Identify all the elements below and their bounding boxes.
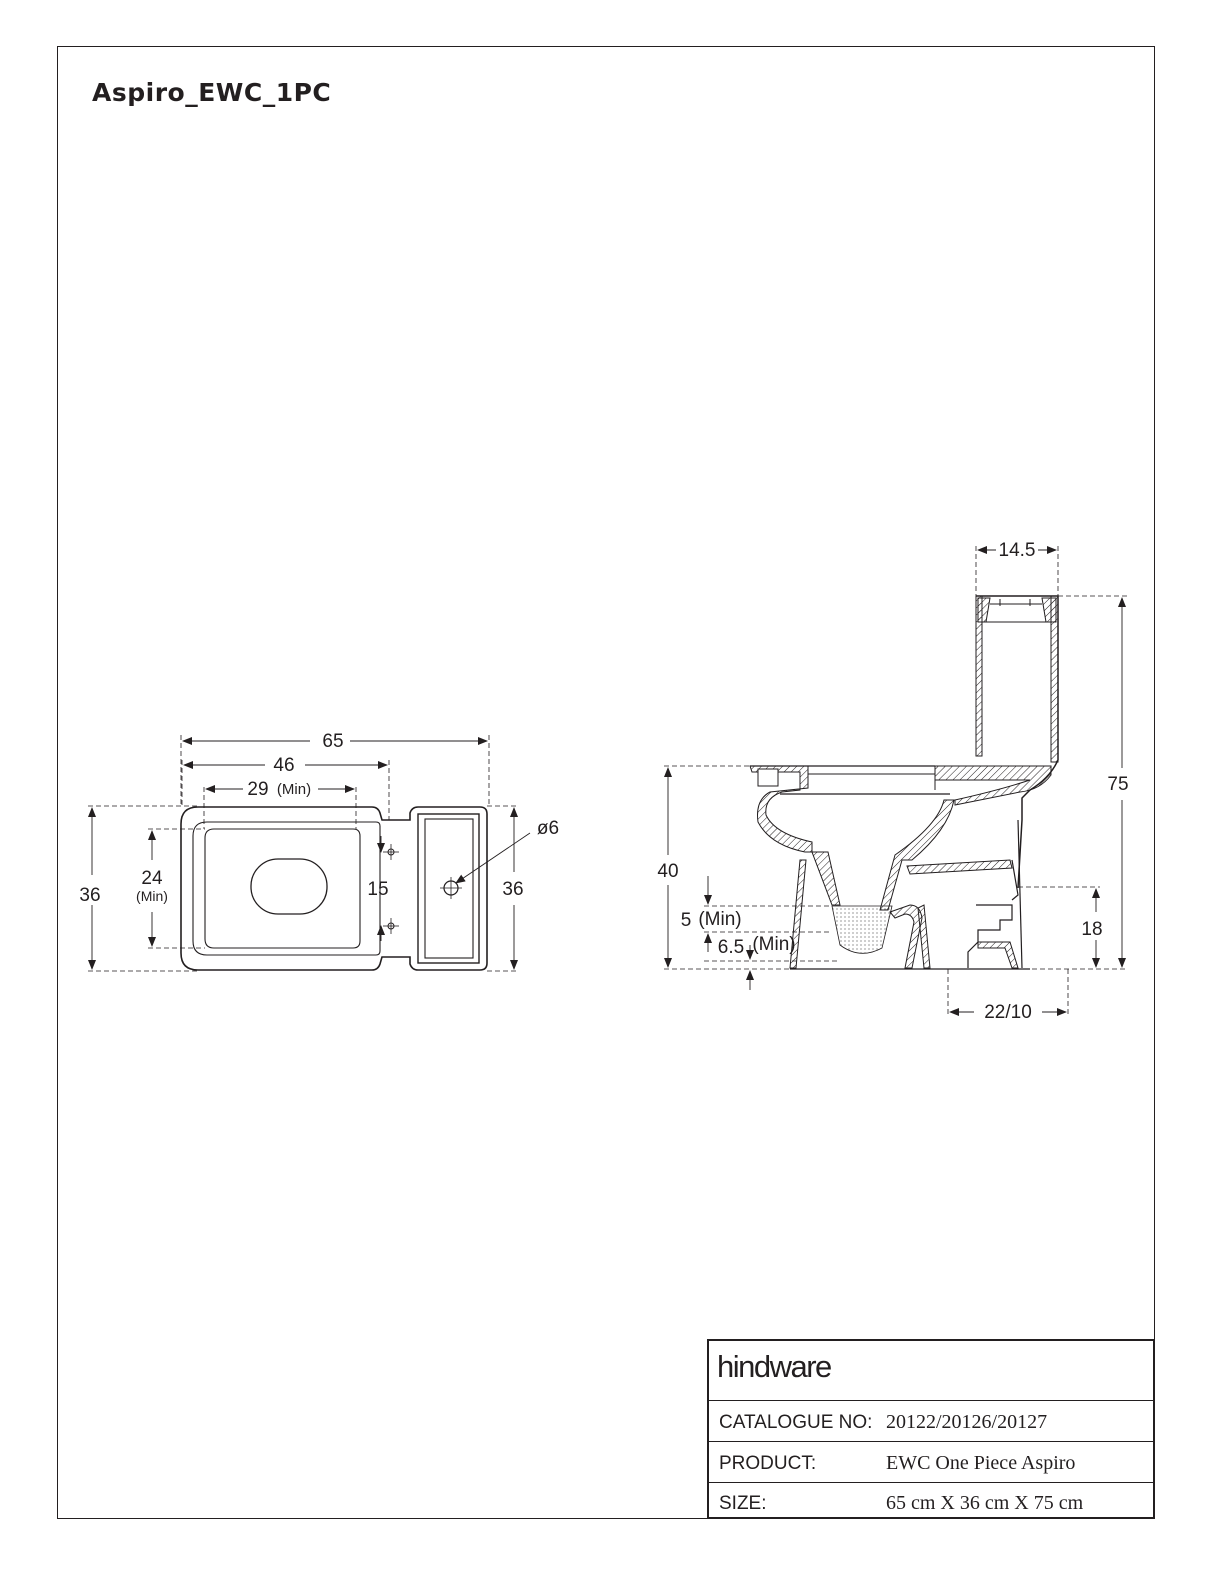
- dim-bowl-opening-note: (Min): [276, 781, 312, 798]
- dim-fixing-spacing: 15: [367, 879, 389, 900]
- size-value: 65 cm X 36 cm X 75 cm: [886, 1492, 1084, 1514]
- brand-logo: hindware: [717, 1349, 831, 1384]
- tank-top-outline: [418, 814, 479, 963]
- dim-seat-length: 46: [273, 755, 295, 776]
- dim-bowl-width-note: (Min): [136, 888, 168, 904]
- title-block: [707, 1339, 1155, 1519]
- top-view: [79, 731, 559, 971]
- dim-seat-height: 40: [657, 861, 679, 882]
- top-view-outline: [181, 807, 487, 970]
- dim-bowl-opening: 29: [247, 779, 269, 800]
- dim-overall-length: 65: [322, 731, 344, 752]
- dim-trap-depth: 6.5: [717, 937, 745, 958]
- side-view: [657, 540, 1128, 1023]
- product-label: PRODUCT:: [719, 1453, 817, 1474]
- title-block-row-size: [709, 1482, 1153, 1519]
- catalogue-value: 20122/20126/20127: [886, 1411, 1048, 1433]
- product-value: EWC One Piece Aspiro: [886, 1452, 1076, 1474]
- dim-outlet-distance: 22/10: [984, 1002, 1032, 1023]
- drawing-title: Aspiro_EWC_1PC: [92, 78, 332, 107]
- water-seal: [832, 906, 892, 953]
- dim-tank-hole: ø6: [536, 818, 560, 839]
- dim-outlet-height: 18: [1081, 919, 1103, 940]
- dim-trap-depth-note: (Min): [752, 934, 796, 955]
- size-label: SIZE:: [719, 1493, 767, 1514]
- catalogue-label: CATALOGUE NO:: [719, 1412, 873, 1433]
- dim-tank-width: 36: [502, 879, 524, 900]
- dim-overall-height: 75: [1107, 774, 1129, 795]
- dim-width: 36: [79, 885, 101, 906]
- dim-water-seal-note: (Min): [698, 909, 742, 930]
- dim-tank-depth: 14.5: [998, 540, 1036, 561]
- dim-water-seal: 5: [680, 910, 692, 931]
- bowl-opening-shape: [251, 859, 327, 914]
- dim-bowl-width: 24: [141, 868, 163, 889]
- tank-section: [976, 596, 1058, 888]
- title-block-row-product: [709, 1441, 1153, 1482]
- title-block-row-catalogue: [709, 1400, 1153, 1441]
